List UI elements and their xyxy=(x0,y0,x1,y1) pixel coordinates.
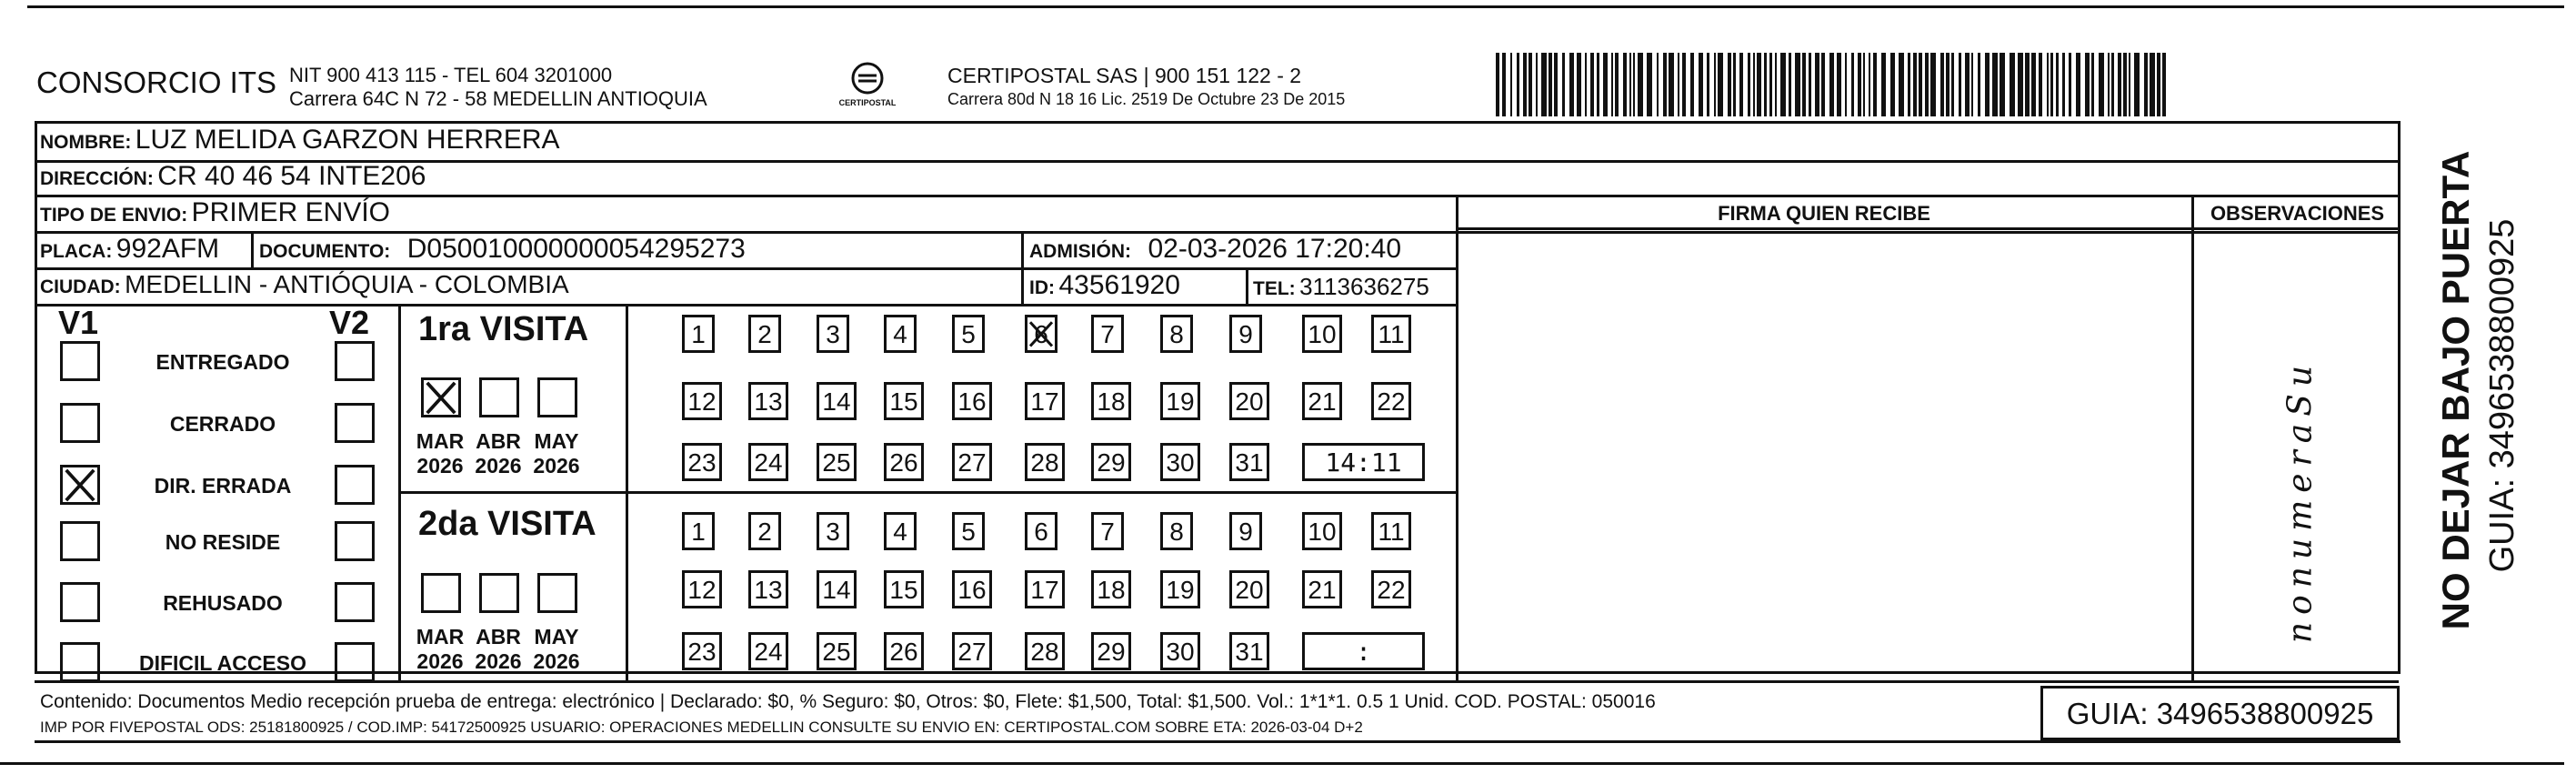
day-box[interactable]: 31 xyxy=(1229,632,1269,670)
barcode-bar xyxy=(1795,53,1800,116)
barcode-bar xyxy=(1802,53,1806,116)
barcode-bar xyxy=(1536,53,1538,116)
day-box[interactable]: 14 xyxy=(817,382,857,420)
certipostal-address: Carrera 80d N 18 16 Lic. 2519 De Octubre 23 De 2015 xyxy=(947,90,1346,108)
day-box[interactable]: 21 xyxy=(1302,570,1342,608)
months-divider xyxy=(626,304,628,680)
barcode-bar xyxy=(1769,53,1772,116)
day-box[interactable]: 29 xyxy=(1091,632,1131,670)
reason-label: DIR. ERRADA xyxy=(154,474,292,498)
barcode-bar xyxy=(1529,53,1532,116)
barcode-bar xyxy=(2076,53,2080,116)
barcode-bar xyxy=(1789,53,1791,116)
day-box[interactable]: 4 xyxy=(884,315,917,353)
barcode-bar xyxy=(1869,53,1870,116)
v2-label: V2 xyxy=(329,304,370,341)
barcode-bar xyxy=(1611,53,1613,116)
barcode-bar xyxy=(1714,53,1716,116)
day-box[interactable]: 14 xyxy=(817,570,857,608)
barcode-bar xyxy=(1663,53,1667,116)
month-name: MAY xyxy=(534,625,579,648)
barcode-bar xyxy=(1502,53,1506,116)
month-label xyxy=(525,429,588,478)
id-value: 43561920 xyxy=(1058,270,1180,300)
day-box[interactable]: 2 xyxy=(748,315,781,353)
barcode-bar xyxy=(1780,53,1786,116)
placa-field xyxy=(40,234,219,265)
nombre-value: LUZ MELIDA GARZON HERRERA xyxy=(135,125,560,155)
day-box[interactable]: 18 xyxy=(1091,570,1131,608)
day-box[interactable]: 19 xyxy=(1160,382,1200,420)
day-box[interactable]: 25 xyxy=(817,632,857,670)
barcode-bar xyxy=(1615,53,1619,116)
day-box[interactable]: 26 xyxy=(884,632,924,670)
barcode-bar xyxy=(1733,53,1736,116)
barcode-bar xyxy=(1919,53,1922,116)
barcode-bar xyxy=(1562,53,1565,116)
day-box[interactable]: 25 xyxy=(817,443,857,481)
nit-line: NIT 900 413 115 - TEL 604 3201000 xyxy=(289,64,613,86)
row-line xyxy=(35,304,1457,307)
tipo-field xyxy=(40,197,390,228)
tel-field xyxy=(1253,273,1429,301)
barcode-bar xyxy=(1873,53,1877,116)
month-label xyxy=(525,625,588,674)
barcode-bar xyxy=(1629,53,1631,116)
day-box[interactable]: 8 xyxy=(1160,512,1193,550)
barcode-bar xyxy=(2050,53,2053,116)
day-box[interactable]: 12 xyxy=(682,382,722,420)
reason-label: ENTREGADO xyxy=(155,350,290,374)
barcode-bar xyxy=(2000,53,2005,116)
month-checkbox[interactable] xyxy=(421,377,461,417)
month-checkbox[interactable] xyxy=(421,573,461,613)
barcode-bar xyxy=(1541,53,1547,116)
day-box[interactable]: 16 xyxy=(952,382,992,420)
nombre-field xyxy=(40,125,560,156)
bottom-rule xyxy=(0,762,2564,765)
day-box[interactable]: 5 xyxy=(952,512,985,550)
top-rule xyxy=(27,5,2564,8)
ciudad-field xyxy=(40,270,569,299)
admision-value: 02-03-2026 17:20:40 xyxy=(1148,234,1402,264)
month-year: 2026 xyxy=(533,454,580,477)
barcode-bar xyxy=(2129,53,2130,116)
day-box[interactable]: 6 xyxy=(1025,315,1057,353)
direccion-value: CR 40 46 54 INTE206 xyxy=(157,161,426,191)
month-checkbox[interactable] xyxy=(537,377,577,417)
day-box[interactable]: 2 xyxy=(748,512,781,550)
month-checkbox[interactable] xyxy=(537,573,577,613)
barcode-bar xyxy=(1764,53,1767,116)
obs-divider xyxy=(2191,195,2194,680)
day-box[interactable]: 27 xyxy=(952,632,992,670)
barcode-bar xyxy=(2157,53,2160,116)
day-box[interactable]: 15 xyxy=(884,570,924,608)
barcode-bar xyxy=(1863,53,1865,116)
barcode-bar xyxy=(1757,53,1761,116)
barcode-bar xyxy=(2039,53,2042,116)
barcode-bar xyxy=(1946,53,1950,116)
barcode-bar xyxy=(2031,53,2036,116)
barcode-bar xyxy=(2108,53,2110,116)
barcode-bar xyxy=(2056,53,2059,116)
barcode-bar xyxy=(2062,53,2065,116)
day-box[interactable]: 13 xyxy=(748,382,788,420)
footer-bottom-line xyxy=(35,740,2401,743)
barcode-bar xyxy=(1510,53,1512,116)
barcode-bar xyxy=(1597,53,1599,116)
month-label xyxy=(408,429,472,478)
first-visit-title: 1ra VISITA xyxy=(418,310,589,348)
v2-checkbox[interactable] xyxy=(335,521,375,561)
barcode-bar xyxy=(1845,53,1847,116)
barcode-bar xyxy=(1569,53,1574,116)
day-box[interactable]: 15 xyxy=(884,382,924,420)
day-box[interactable]: 9 xyxy=(1229,512,1262,550)
day-box[interactable]: 20 xyxy=(1229,570,1269,608)
barcode-bar xyxy=(1881,53,1886,116)
day-box[interactable]: 7 xyxy=(1091,315,1124,353)
row-line xyxy=(35,680,2399,683)
v2-checkbox[interactable] xyxy=(335,341,375,381)
barcode-bar xyxy=(1851,53,1854,116)
day-box[interactable]: 8 xyxy=(1160,315,1193,353)
barcode-bar xyxy=(1959,53,1961,116)
barcode-bar xyxy=(1718,53,1723,116)
barcode-bar xyxy=(1978,53,1980,116)
month-name: ABR xyxy=(476,625,521,648)
barcode-bar xyxy=(1739,53,1743,116)
barcode-bar xyxy=(1657,53,1659,116)
v2-checkbox[interactable] xyxy=(335,642,375,682)
barcode-bar xyxy=(2134,53,2140,116)
barcode-bar xyxy=(1829,53,1834,116)
barcode-bar xyxy=(1992,53,1998,116)
day-box[interactable]: 10 xyxy=(1302,315,1342,353)
day-box[interactable]: 22 xyxy=(1371,570,1411,608)
v1-label: V1 xyxy=(58,304,99,341)
placa-label: PLACA: xyxy=(40,241,113,262)
day-box[interactable]: 10 xyxy=(1302,512,1342,550)
barcode-bar xyxy=(1858,53,1861,116)
barcode-bar xyxy=(1775,53,1777,116)
side-guia: GUIA: 3496538800925 xyxy=(2483,218,2521,573)
company-name: CONSORCIO ITS xyxy=(36,65,277,99)
day-box[interactable]: 12 xyxy=(682,570,722,608)
nombre-label: NOMBRE: xyxy=(40,132,132,153)
v2-checkbox[interactable] xyxy=(335,582,375,622)
direccion-label: DIRECCIÓN: xyxy=(40,168,154,189)
barcode-bar xyxy=(1809,53,1811,116)
observaciones-header: OBSERVACIONES xyxy=(2210,202,2385,225)
month-year: 2026 xyxy=(475,649,522,673)
day-box[interactable]: 28 xyxy=(1025,632,1065,670)
day-box[interactable]: 24 xyxy=(748,632,788,670)
reason-label: NO RESIDE xyxy=(165,530,281,554)
day-box[interactable]: 23 xyxy=(682,443,722,481)
barcode-bar xyxy=(1707,53,1709,116)
barcode-bar xyxy=(2118,53,2121,116)
barcode-bar xyxy=(1633,53,1635,116)
month-label xyxy=(466,429,530,478)
barcode-graphic xyxy=(1496,53,2173,116)
day-box[interactable]: 20 xyxy=(1229,382,1269,420)
day-box[interactable]: 1 xyxy=(682,315,715,353)
v2-checkbox[interactable] xyxy=(335,465,375,505)
guia-box-text: GUIA: 3496538800925 xyxy=(2066,697,2374,730)
day-box[interactable]: 26 xyxy=(884,443,924,481)
barcode-bar xyxy=(2162,53,2166,116)
time-box[interactable]: 14:11 xyxy=(1302,443,1425,481)
day-box[interactable]: 3 xyxy=(817,315,849,353)
barcode-bar xyxy=(1951,53,1954,116)
v1-checkbox[interactable] xyxy=(60,642,100,682)
barcode-bar xyxy=(1728,53,1731,116)
documento-field xyxy=(259,234,746,265)
placa-value: 992AFM xyxy=(115,234,220,264)
barcode-bar xyxy=(2150,53,2155,116)
barcode-bar xyxy=(2123,53,2127,116)
barcode-bar xyxy=(1585,53,1587,116)
x-mark-icon xyxy=(63,467,97,502)
v1-checkbox[interactable] xyxy=(60,582,100,622)
day-box[interactable]: 29 xyxy=(1091,443,1131,481)
day-box[interactable]: 27 xyxy=(952,443,992,481)
day-box[interactable]: 22 xyxy=(1371,382,1411,420)
x-mark-icon xyxy=(1027,317,1055,350)
barcode-bar xyxy=(1890,53,1895,116)
second-visit-title: 2da VISITA xyxy=(418,505,596,543)
tel-divider xyxy=(1246,267,1248,304)
time-box[interactable]: : xyxy=(1302,632,1425,670)
barcode-bar xyxy=(2144,53,2148,116)
month-checkbox[interactable] xyxy=(479,573,519,613)
month-name: MAR xyxy=(416,625,465,648)
barcode-bar xyxy=(1549,53,1552,116)
barcode-bar xyxy=(1577,53,1581,116)
id-field xyxy=(1029,270,1180,301)
barcode-bar xyxy=(1669,53,1674,116)
barcode-bar xyxy=(1590,53,1594,116)
barcode-bar xyxy=(1908,53,1910,116)
barcode-bar xyxy=(1523,53,1527,116)
day-box[interactable]: 30 xyxy=(1160,632,1200,670)
barcode-bar xyxy=(1925,53,1929,116)
month-year: 2026 xyxy=(416,454,464,477)
admision-divider xyxy=(1021,231,1024,304)
day-box[interactable]: 3 xyxy=(817,512,849,550)
ciudad-value: MEDELLIN - ANTIÓQUIA - COLOMBIA xyxy=(125,270,569,298)
month-label xyxy=(466,625,530,674)
month-name: MAR xyxy=(416,429,465,453)
barcode-bar xyxy=(2099,53,2104,116)
day-box[interactable]: 28 xyxy=(1025,443,1065,481)
barcode-bar xyxy=(1554,53,1558,116)
ciudad-label: CIUDAD: xyxy=(40,276,121,297)
day-box[interactable]: 11 xyxy=(1371,512,1411,550)
admision-field xyxy=(1029,234,1401,265)
visit-split xyxy=(398,491,1456,494)
v1-checkbox[interactable] xyxy=(60,341,100,381)
barcode-bar xyxy=(1753,53,1755,116)
logo-text: CERTIPOSTAL xyxy=(838,98,897,107)
v1-checkbox[interactable] xyxy=(60,403,100,443)
month-checkbox[interactable] xyxy=(479,377,519,417)
day-box[interactable]: 4 xyxy=(884,512,917,550)
barcode-bar xyxy=(1930,53,1936,116)
day-box[interactable]: 23 xyxy=(682,632,722,670)
day-box[interactable]: 17 xyxy=(1025,382,1065,420)
month-year: 2026 xyxy=(416,649,464,673)
barcode-bar xyxy=(2091,53,2094,116)
certipostal-line: CERTIPOSTAL SAS | 900 151 122 - 2 xyxy=(947,64,1302,87)
v1-checkbox[interactable] xyxy=(60,465,100,505)
observation-handwriting: nonumeraSu xyxy=(2281,357,2320,644)
tipo-label: TIPO DE ENVIO: xyxy=(40,205,188,226)
barcode-bar xyxy=(1965,53,1970,116)
barcode-bar xyxy=(1678,53,1679,116)
day-box[interactable]: 7 xyxy=(1091,512,1124,550)
day-box[interactable]: 19 xyxy=(1160,570,1200,608)
tel-label: TEL: xyxy=(1253,278,1296,299)
day-box[interactable]: 24 xyxy=(748,443,788,481)
v2-checkbox[interactable] xyxy=(335,403,375,443)
barcode-bar xyxy=(1517,53,1519,116)
day-box[interactable]: 21 xyxy=(1302,382,1342,420)
day-box[interactable]: 6 xyxy=(1025,512,1057,550)
barcode-bar xyxy=(2018,53,2023,116)
barcode-bar xyxy=(2025,53,2030,116)
firma-header: FIRMA QUIEN RECIBE xyxy=(1718,202,1930,225)
barcode-bar xyxy=(1940,53,1944,116)
barcode-bar xyxy=(1899,53,1904,116)
barcode-bar xyxy=(1647,53,1652,116)
barcode-bar xyxy=(1623,53,1627,116)
barcode-bar xyxy=(1985,53,1990,116)
tel-value: 3113636275 xyxy=(1299,273,1429,300)
month-name: MAY xyxy=(534,429,579,453)
month-label xyxy=(408,625,472,674)
signature-area[interactable] xyxy=(1458,230,2191,680)
direccion-field xyxy=(40,161,426,192)
placa-divider xyxy=(251,231,254,267)
day-box[interactable]: 31 xyxy=(1229,443,1269,481)
month-year: 2026 xyxy=(475,454,522,477)
barcode-bar xyxy=(1638,53,1643,116)
barcode-bar xyxy=(1496,53,1499,116)
barcode-bar xyxy=(2069,53,2071,116)
reason-label: CERRADO xyxy=(169,412,276,436)
certipostal-logo xyxy=(835,60,900,113)
footer-line-1: Contenido: Documentos Medio recepción prueba de entrega: electrónico | Declarado: $0, % Seguro: $0, Otros: $0, Flete: $1,500, Total: $1,500. Vol.: 1*1*1. 0.5 1 Unid. COD. POSTAL: 050016 xyxy=(40,691,1656,712)
day-box[interactable]: 17 xyxy=(1025,570,1065,608)
documento-label: DOCUMENTO: xyxy=(259,241,391,262)
barcode-bar xyxy=(1815,53,1819,116)
barcode-bar xyxy=(1699,53,1703,116)
month-name: ABR xyxy=(476,429,521,453)
barcode-bar xyxy=(1603,53,1608,116)
barcode-bar xyxy=(1971,53,1973,116)
barcode-bar xyxy=(2085,53,2090,116)
barcode-bar xyxy=(2047,53,2049,116)
day-box[interactable]: 9 xyxy=(1229,315,1262,353)
day-box[interactable]: 1 xyxy=(682,512,715,550)
barcode-bar xyxy=(1837,53,1841,116)
day-box[interactable]: 11 xyxy=(1371,315,1411,353)
day-box[interactable]: 30 xyxy=(1160,443,1200,481)
side-notice: NO DEJAR BAJO PUERTA xyxy=(2434,150,2477,630)
day-box[interactable]: 5 xyxy=(952,315,985,353)
barcode-bar xyxy=(1821,53,1825,116)
barcode-bar xyxy=(1913,53,1917,116)
x-mark-icon xyxy=(424,380,458,415)
barcode xyxy=(1496,53,2173,116)
barcode-bar xyxy=(1682,53,1686,116)
v1-checkbox[interactable] xyxy=(60,521,100,561)
documento-value: D050010000000054295273 xyxy=(406,234,746,264)
footer-line-2: IMP POR FIVEPOSTAL ODS: 25181800925 / COD.IMP: 54172500925 USUARIO: OPERACIONES MEDELLIN CONSULTE SU ENVIO EN: CERTIPOSTAL.COM SOBRE ETA: 2026-03-04 D+2 xyxy=(40,719,1363,736)
company-address: Carrera 64C N 72 - 58 MEDELLIN ANTIOQUIA xyxy=(289,87,707,110)
barcode-bar xyxy=(2111,53,2114,116)
day-box[interactable]: 16 xyxy=(952,570,992,608)
id-label: ID: xyxy=(1029,277,1055,298)
reason-label: DIFICIL ACCESO xyxy=(138,651,306,675)
admision-label: ADMISIÓN: xyxy=(1029,241,1131,262)
reason-label: REHUSADO xyxy=(163,591,283,615)
barcode-bar xyxy=(1748,53,1750,116)
tipo-value: PRIMER ENVÍO xyxy=(191,197,391,227)
barcode-bar xyxy=(1690,53,1694,116)
barcode-bar xyxy=(2010,53,2015,116)
day-box[interactable]: 18 xyxy=(1091,382,1131,420)
day-box[interactable]: 13 xyxy=(748,570,788,608)
month-year: 2026 xyxy=(533,649,580,673)
